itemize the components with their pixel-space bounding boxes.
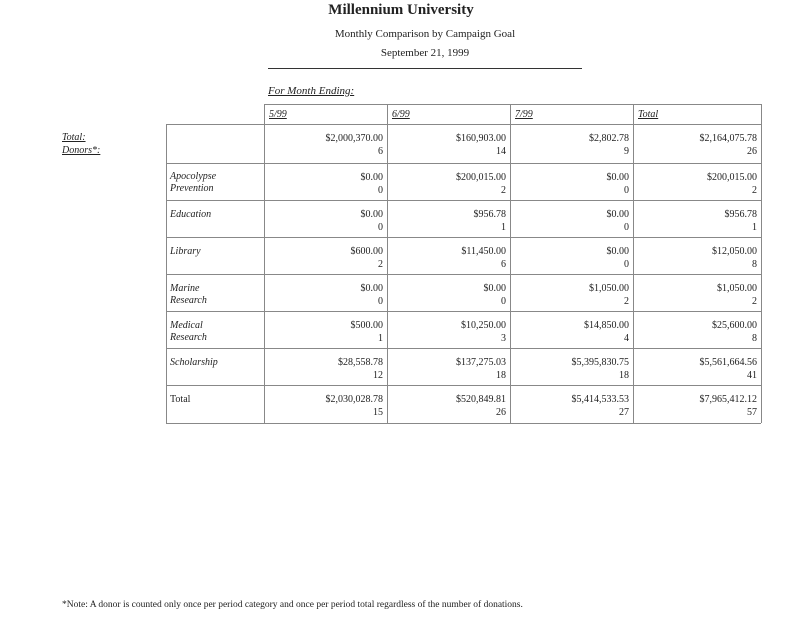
- amount-cell: $12,050.00: [712, 246, 757, 257]
- amount-cell: $10,250.00: [461, 320, 506, 331]
- amount-cell: $956.78: [724, 209, 757, 220]
- donor-count-cell: 2: [624, 296, 629, 307]
- donor-count-cell: 18: [619, 370, 629, 381]
- row-label: Marine Research: [170, 283, 207, 306]
- amount-cell: $160,903.00: [456, 133, 506, 144]
- amount-cell: $25,600.00: [712, 320, 757, 331]
- row-divider: [166, 274, 761, 275]
- donor-count-cell: 14: [496, 146, 506, 157]
- column-divider: [264, 104, 265, 423]
- amount-cell: $520,849.81: [456, 394, 506, 405]
- report-date: September 21, 1999: [380, 47, 470, 59]
- amount-cell: $2,164,075.78: [699, 133, 757, 144]
- donor-count-cell: 41: [747, 370, 757, 381]
- label-column-border: [166, 124, 167, 423]
- amount-cell: $0.00: [360, 209, 383, 220]
- column-header: 5/99: [269, 109, 287, 120]
- row-divider: [166, 311, 761, 312]
- donor-count-cell: 6: [378, 146, 383, 157]
- donor-count-cell: 8: [752, 333, 757, 344]
- column-divider: [510, 104, 511, 423]
- donor-count-cell: 26: [496, 407, 506, 418]
- row-label: Education: [170, 209, 212, 220]
- amount-cell: $2,802.78: [589, 133, 629, 144]
- amount-cell: $0.00: [606, 246, 629, 257]
- header-rule: [268, 68, 582, 69]
- donor-count-cell: 0: [624, 259, 629, 270]
- amount-cell: $956.78: [473, 209, 506, 220]
- row-divider: [166, 200, 761, 201]
- row-label: Apocolypse Prevention: [170, 171, 217, 194]
- amount-cell: $0.00: [606, 209, 629, 220]
- donor-count-cell: 0: [624, 185, 629, 196]
- donor-count-cell: 2: [752, 296, 757, 307]
- column-header: Total: [638, 109, 659, 120]
- row-divider: [166, 348, 761, 349]
- donor-count-cell: 1: [378, 333, 383, 344]
- donor-count-cell: 9: [624, 146, 629, 157]
- donor-count-cell: 0: [378, 185, 383, 196]
- donor-count-cell: 18: [496, 370, 506, 381]
- donor-count-cell: 15: [373, 407, 383, 418]
- donor-count-cell: 2: [501, 185, 506, 196]
- donor-count-cell: 26: [747, 146, 757, 157]
- report-title: Millennium University: [328, 2, 474, 18]
- amount-cell: $137,275.03: [456, 357, 506, 368]
- donor-count-cell: 4: [624, 333, 629, 344]
- row-divider: [166, 423, 761, 424]
- amount-cell: $2,030,028.78: [325, 394, 383, 405]
- donor-count-cell: 27: [619, 407, 629, 418]
- row-label: Library: [170, 246, 201, 257]
- month-ending-label: For Month Ending:: [268, 85, 355, 97]
- column-header: 7/99: [515, 109, 533, 120]
- row-divider: [166, 124, 761, 125]
- header-top-border: [264, 104, 761, 105]
- row-divider: [166, 385, 761, 386]
- donors-side-label: Donors*:: [62, 145, 101, 156]
- donor-count-cell: 1: [501, 222, 506, 233]
- donor-count-cell: 0: [501, 296, 506, 307]
- amount-cell: $200,015.00: [456, 172, 506, 183]
- footnote: *Note: A donor is counted only once per period category and once per period total regardless of the number of donations.: [62, 600, 523, 610]
- amount-cell: $500.00: [350, 320, 383, 331]
- amount-cell: $0.00: [606, 172, 629, 183]
- row-label: Medical Research: [170, 320, 207, 343]
- donor-count-cell: 0: [624, 222, 629, 233]
- row-divider: [166, 237, 761, 238]
- amount-cell: $5,561,664.56: [699, 357, 757, 368]
- amount-cell: $14,850.00: [584, 320, 629, 331]
- column-header: 6/99: [392, 109, 410, 120]
- report-subtitle: Monthly Comparison by Campaign Goal: [334, 28, 516, 40]
- donor-count-cell: 1: [752, 222, 757, 233]
- column-divider: [633, 104, 634, 423]
- amount-cell: $5,395,830.75: [571, 357, 629, 368]
- amount-cell: $11,450.00: [461, 246, 506, 257]
- amount-cell: $0.00: [483, 283, 506, 294]
- amount-cell: $1,050.00: [717, 283, 757, 294]
- column-divider: [387, 104, 388, 423]
- donor-count-cell: 0: [378, 222, 383, 233]
- amount-cell: $0.00: [360, 283, 383, 294]
- donor-count-cell: 0: [378, 296, 383, 307]
- amount-cell: $28,558.78: [338, 357, 383, 368]
- row-label: Scholarship: [170, 357, 218, 368]
- donor-count-cell: 57: [747, 407, 757, 418]
- row-divider: [166, 163, 761, 164]
- amount-cell: $200,015.00: [707, 172, 757, 183]
- donor-count-cell: 8: [752, 259, 757, 270]
- donor-count-cell: 2: [752, 185, 757, 196]
- donor-count-cell: 6: [501, 259, 506, 270]
- row-label: Total: [170, 394, 191, 405]
- amount-cell: $5,414,533.53: [571, 394, 629, 405]
- donor-count-cell: 2: [378, 259, 383, 270]
- amount-cell: $2,000,370.00: [325, 133, 383, 144]
- amount-cell: $7,965,412.12: [699, 394, 757, 405]
- total-side-label: Total:: [62, 132, 86, 143]
- amount-cell: $1,050.00: [589, 283, 629, 294]
- donor-count-cell: 12: [373, 370, 383, 381]
- column-divider: [761, 104, 762, 423]
- donor-count-cell: 3: [501, 333, 506, 344]
- amount-cell: $0.00: [360, 172, 383, 183]
- amount-cell: $600.00: [350, 246, 383, 257]
